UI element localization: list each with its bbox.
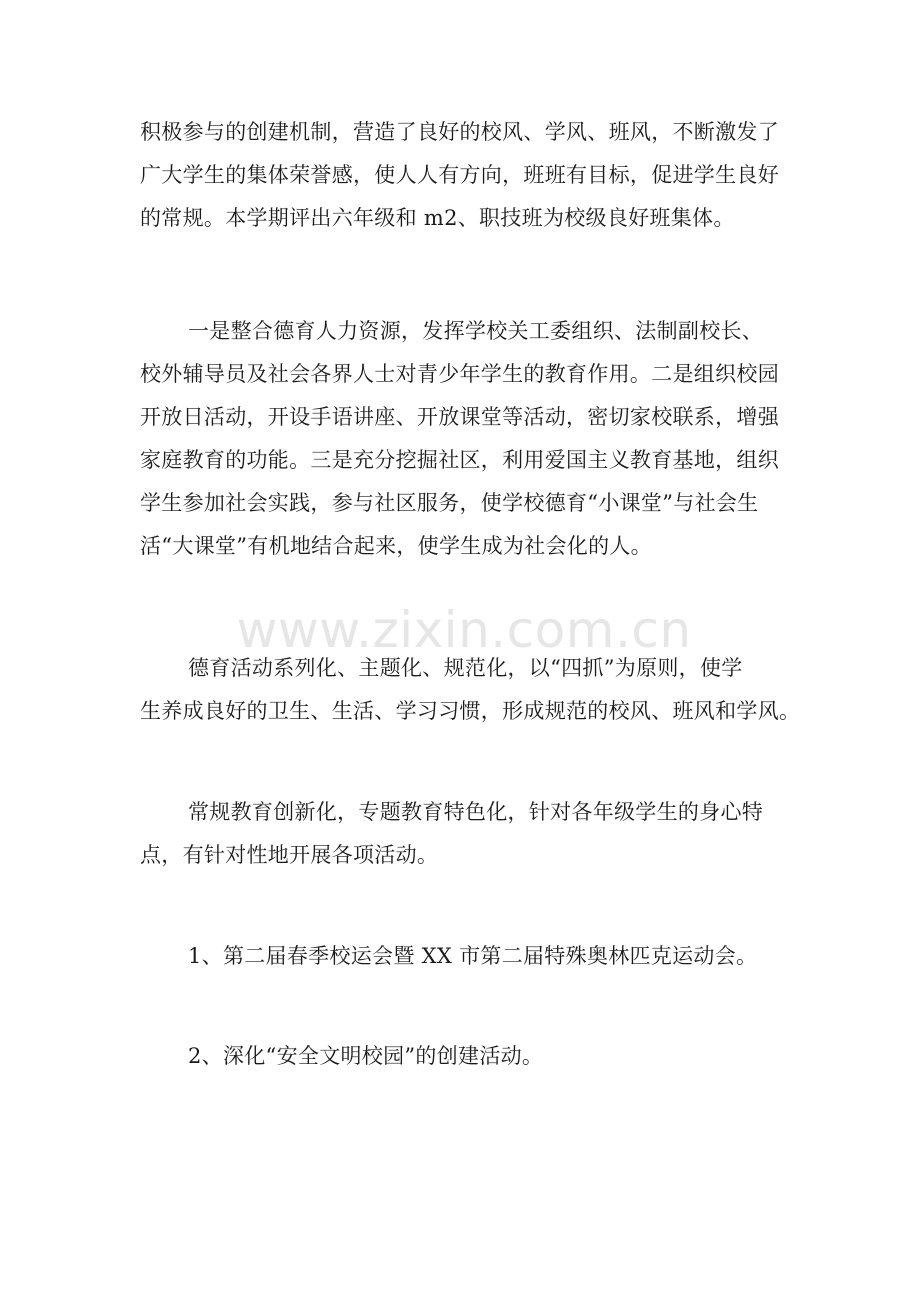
list-item-2: 2、深化“安全文明校园”的创建活动。 — [188, 1044, 544, 1068]
list-item-1: 1、第二届春季校运会暨 XX 市第二届特殊奥林匹克运动会。 — [188, 944, 758, 968]
paragraph-1-line-3: 的常规。本学期评出六年级和 m2、职技班为校级良好班集体。 — [140, 206, 735, 230]
paragraph-4-line-2: 点，有针对性地开展各项活动。 — [140, 843, 439, 867]
paragraph-3-line-1: 德育活动系列化、主题化、规范化，以“四抓”为原则，使学 — [188, 656, 743, 680]
paragraph-3-line-2: 生养成良好的卫生、生活、学习习惯，形成规范的校风、班风和学风。 — [140, 699, 801, 723]
paragraph-2-line-5: 学生参加社会实践，参与社区服务，使学校德育“小课堂”与社会生 — [140, 491, 759, 515]
paragraph-1-line-1: 积极参与的创建机制，营造了良好的校风、学风、班风，不断激发了 — [140, 120, 779, 144]
paragraph-1-line-2: 广大学生的集体荣誉感，使人人有方向，班班有目标，促进学生良好 — [140, 163, 779, 187]
watermark: www.zixin.com.cn — [236, 601, 692, 659]
paragraph-2-line-3: 开放日活动，开设手语讲座、开放课堂等活动，密切家校联系，增强 — [140, 405, 779, 429]
paragraph-2-line-1: 一是整合德育人力资源，发挥学校关工委组织、法制副校长、 — [188, 319, 764, 343]
paragraph-2-line-6: 活“大课堂”有机地结合起来，使学生成为社会化的人。 — [140, 534, 652, 558]
paragraph-2-line-4: 家庭教育的功能。三是充分挖掘社区，利用爱国主义教育基地，组织 — [140, 448, 779, 472]
paragraph-2-line-2: 校外辅导员及社会各界人士对青少年学生的教育作用。二是组织校园 — [140, 362, 779, 386]
paragraph-4-line-1: 常规教育创新化，专题教育特色化，针对各年级学生的身心特 — [188, 800, 764, 824]
